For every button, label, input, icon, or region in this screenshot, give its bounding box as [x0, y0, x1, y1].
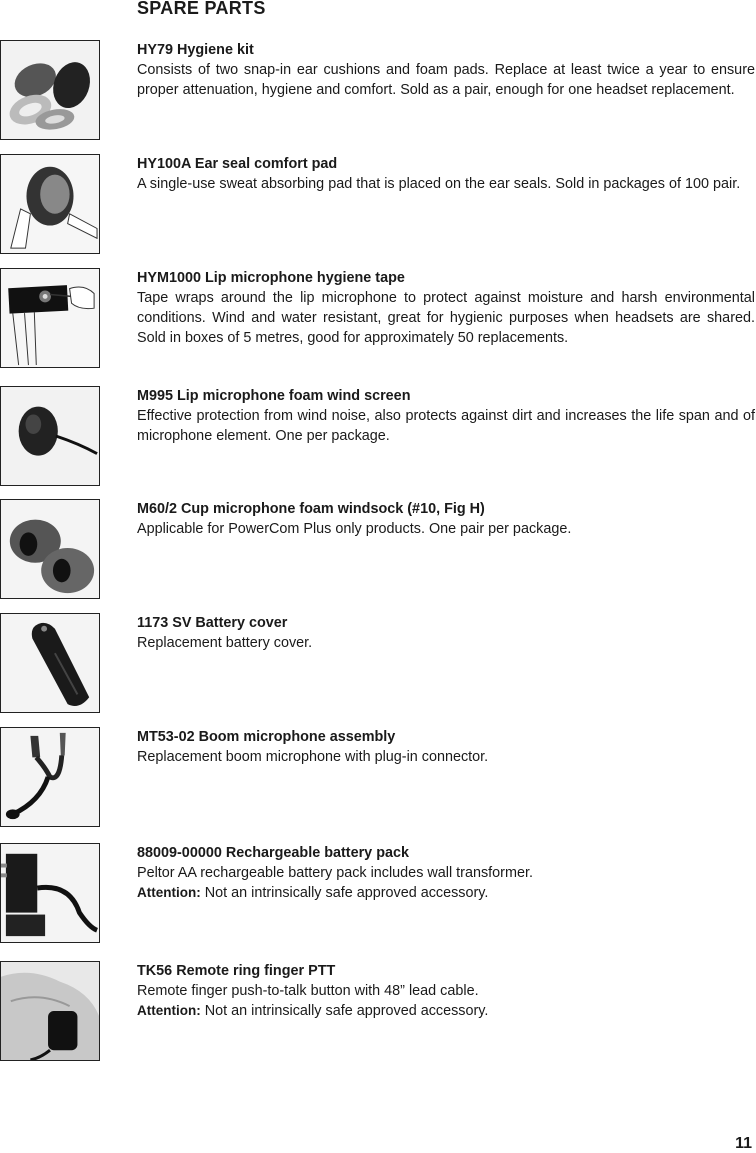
part-name: HY100A Ear seal comfort pad: [137, 156, 338, 172]
attention-text: Not an intrinsically safe approved accessory.: [200, 885, 489, 901]
attention-text: Not an intrinsically safe approved accessory.: [200, 1003, 489, 1019]
page-number: 11: [735, 1135, 752, 1152]
attention-note: [137, 883, 755, 903]
attention-note: [137, 1001, 755, 1021]
part-name: M60/2 Cup microphone foam windsock (#10, Fig H): [137, 501, 485, 517]
part-description: Tape wraps around the lip microphone to protect against moisture and harsh environmental conditions. Wind and water resistant, great for hygienic purposes when headsets are shared. Sold in boxes of 5 metres, good for approximately 50 replacements.: [137, 290, 755, 346]
part-description: Applicable for PowerCom Plus only products. One pair per package.: [137, 521, 572, 537]
foam-windsock-photo: [0, 499, 100, 599]
hygiene-tape-photo: [0, 268, 100, 368]
boom-microphone-photo: [0, 727, 100, 827]
ear-cushion-kit-photo: [0, 40, 100, 140]
part-description: Remote finger push-to-talk button with 48” lead cable.: [137, 983, 479, 999]
part-name: TK56 Remote ring finger PTT: [137, 963, 336, 979]
part-name: M995 Lip microphone foam wind screen: [137, 388, 411, 404]
part-description: A single-use sweat absorbing pad that is placed on the ear seals. Sold in packages of 100 pair.: [137, 176, 741, 192]
part-description: Effective protection from wind noise, also protects against dirt and increases the life span and of microphone element. One per package.: [137, 408, 755, 444]
attention-label: Attention:: [137, 1003, 201, 1018]
part-name: 1173 SV Battery cover: [137, 615, 288, 631]
part-description: Replacement boom microphone with plug-in connector.: [137, 749, 489, 765]
part-name: HY79 Hygiene kit: [137, 42, 254, 58]
attention-label: Attention:: [137, 885, 201, 900]
foam-windscreen-photo: [0, 386, 100, 486]
part-description: Peltor AA rechargeable battery pack includes wall transformer.: [137, 865, 533, 881]
part-name: 88009-00000 Rechargeable battery pack: [137, 845, 409, 861]
part-description: Replacement battery cover.: [137, 635, 313, 651]
part-name: MT53-02 Boom microphone assembly: [137, 729, 396, 745]
part-description: Consists of two snap-in ear cushions and foam pads. Replace at least twice a year to ensure proper attenuation, hygiene and comfort. Sold as a pair, enough for one headset replacement.: [137, 62, 755, 98]
ear-seal-pad-photo: [0, 154, 100, 254]
battery-pack-photo: [0, 843, 100, 943]
finger-ptt-photo: [0, 961, 100, 1061]
part-name: HYM1000 Lip microphone hygiene tape: [137, 270, 405, 286]
page-title: SPARE PARTS: [137, 0, 266, 18]
battery-cover-photo: [0, 613, 100, 713]
